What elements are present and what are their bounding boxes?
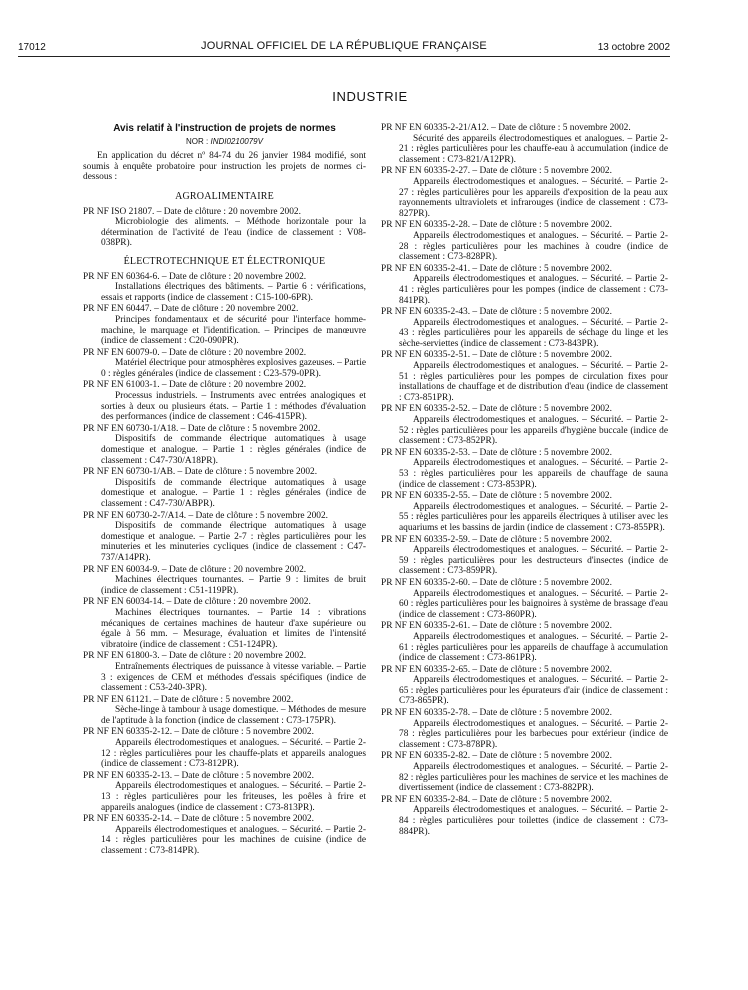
header-rule <box>18 56 670 57</box>
entry-description: Appareils électrodomestiques et analogues. – Sécurité. – Partie 2-60 : règles particulières pour les baignoires à système de brassage d'eau (indice de classement : C73-860PR). <box>399 588 668 620</box>
standard-entry <box>381 535 668 577</box>
standard-entry <box>381 448 668 490</box>
entry-reference: PR NF EN 60335-2-61. – Date de clôture : 5 novembre 2002. <box>381 621 612 632</box>
entry-reference: PR NF EN 60730-2-7/A14. – Date de clôture : 5 novembre 2002. <box>83 510 329 521</box>
section-title: INDUSTRIE <box>332 89 408 104</box>
standard-entry <box>83 695 366 727</box>
entry-description: Appareils électrodomestiques et analogues. – Sécurité. – Partie 2-43 : règles particulières pour les appareils de séchage du linge et les sèche-serviettes (indice de classement : C73-843PR). <box>399 317 668 349</box>
entry-reference: PR NF EN 60034-14. – Date de clôture : 20 novembre 2002. <box>83 597 311 608</box>
entry-description: Processus industriels. – Instruments avec entrées analogiques et sorties à deux ou plusieurs états. – Partie 1 : méthodes d'évaluation des performances (indice de classement : C46-415PR). <box>101 391 366 423</box>
entry-description: Appareils électrodomestiques et analogues. – Sécurité. – Partie 2-61 : règles particulières pour les appareils de chauffage à accumulation (indice de classement : C73-861PR). <box>399 631 668 664</box>
entry-reference: PR NF EN 60335-2-59. – Date de clôture : 5 novembre 2002. <box>381 534 612 545</box>
entry-reference: PR NF EN 60730-1/A18. – Date de clôture : 5 novembre 2002. <box>83 423 321 434</box>
entry-reference: PR NF ISO 21807. – Date de clôture : 20 novembre 2002. <box>83 206 301 217</box>
entry-reference: PR NF EN 60335-2-21/A12. – Date de clôture : 5 novembre 2002. <box>381 123 631 133</box>
entry-description: Appareils électrodomestiques et analogues. – Sécurité. – Partie 2-14 : règles particulières pour les machines de cuisine (indice de classement : C73-814PR). <box>101 824 366 856</box>
standard-entry <box>381 708 668 750</box>
entry-reference: PR NF EN 60335-2-14. – Date de clôture : 5 novembre 2002. <box>83 814 314 825</box>
standard-entry <box>83 771 366 813</box>
standard-entry <box>83 304 366 346</box>
standard-entry <box>381 795 668 837</box>
entry-reference: PR NF EN 60447. – Date de clôture : 20 novembre 2002. <box>83 304 299 315</box>
category-heading-agro: AGROALIMENTAIRE <box>175 190 274 202</box>
entry-description: Appareils électrodomestiques et analogues. – Sécurité. – Partie 2-52 : règles particulières pour les appareils d'hygiène buccale (indice de classement : C73-852PR). <box>399 415 668 447</box>
entry-reference: PR NF EN 60335-2-43. – Date de clôture : 5 novembre 2002. <box>381 307 612 318</box>
standard-entry <box>83 727 366 769</box>
standard-entry <box>83 424 366 466</box>
entry-description: Appareils électrodomestiques et analogues. – Sécurité. – Partie 2-51 : règles particulières pour les pompes de circulation fixes pour installations de chauffage et de distribution d'eau (indice de classement : C73-851PR). <box>399 361 668 403</box>
entry-reference: PR NF EN 60335-2-53. – Date de clôture : 5 novembre 2002. <box>381 447 612 458</box>
category-heading-elec: ÉLECTROTECHNIQUE ET ÉLECTRONIQUE <box>123 255 326 267</box>
standard-entry <box>381 621 668 663</box>
nor-label: NOR : <box>186 136 209 146</box>
page-number: 17012 <box>18 42 46 53</box>
nor-code: INDI0210079V <box>210 136 263 146</box>
entry-description: Appareils électrodomestiques et analogues. – Sécurité. – Partie 2-78 : règles particulières pour les barbecues pour extérieur (indice de classement : C73-878PR). <box>399 718 668 750</box>
entry-reference: PR NF EN 61121. – Date de clôture : 5 novembre 2002. <box>83 694 294 705</box>
entry-description: Appareils électrodomestiques et analogues. – Sécurité. – Partie 2-65 : règles particulières pour les épurateurs d'air (indice de classement : C73-865PR). <box>399 675 668 707</box>
entry-description: Installations électriques des bâtiments. – Partie 6 : vérifications, essais et rapports (indice de classement : C15-100-6PR). <box>101 282 366 303</box>
standard-entry <box>381 665 668 707</box>
entry-description: Appareils électrodomestiques et analogues. – Sécurité. – Partie 2-13 : règles particulières pour les friteuses, les poêles à frire et appareils analogues (indice de classement : C73-813PR). <box>101 781 366 813</box>
entry-description: Appareils électrodomestiques et analogues. – Sécurité. – Partie 2-82 : règles particulières pour les machines de service et les machines de divertissement (indice de classement : C73-882PR). <box>399 762 668 794</box>
entry-reference: PR NF EN 60335-2-28. – Date de clôture : 5 novembre 2002. <box>381 220 612 231</box>
standard-entry <box>83 348 366 380</box>
standard-entry <box>83 380 366 422</box>
notice-intro: En application du décret nº 84-74 du 26 janvier 1984 modifié, sont soumis à enquête probatoire pour instruction les projets de normes ci-dessous : <box>83 151 366 183</box>
entry-reference: PR NF EN 60335-2-51. – Date de clôture : 5 novembre 2002. <box>381 350 612 361</box>
standard-entry <box>381 350 668 403</box>
entry-description: Appareils électrodomestiques et analogues. – Sécurité. – Partie 2-84 : règles particulières pour toilettes (indice de classement : C73-884PR). <box>399 805 668 837</box>
entry-reference: PR NF EN 60364-6. – Date de clôture : 20 novembre 2002. <box>83 271 307 282</box>
entry-description: Appareils électrodomestiques et analogues. – Sécurité. – Partie 2-28 : règles particulières pour les machines à coudre (indice de classement : C73-828PR). <box>399 230 668 263</box>
standard-entry <box>83 272 366 304</box>
entry-reference: PR NF EN 60335-2-13. – Date de clôture : 5 novembre 2002. <box>83 770 314 781</box>
entry-description: Machines électriques tournantes. – Partie 9 : limites de bruit (indice de classement : C51-119PR). <box>101 575 366 596</box>
standard-entry <box>381 751 668 793</box>
entry-reference: PR NF EN 60730-1/AB. – Date de clôture : 5 novembre 2002. <box>83 467 318 478</box>
standard-entry <box>381 123 668 165</box>
entry-description: Appareils électrodomestiques et analogues. – Sécurité. – Partie 2-12 : règles particulières pour les chauffe-plats et appareils analogues (indice de classement : C73-812PR). <box>101 738 366 770</box>
entry-description: Sèche-linge à tambour à usage domestique. – Méthodes de mesure de l'aptitude à la fonction (indice de classement : C73-175PR). <box>101 705 366 726</box>
entry-reference: PR NF EN 60335-2-41. – Date de clôture : 5 novembre 2002. <box>381 263 612 274</box>
standard-entry <box>381 166 668 219</box>
standard-entry <box>381 220 668 262</box>
right-entry-list <box>381 123 668 837</box>
standard-entry <box>83 814 366 856</box>
entry-description: Principes fondamentaux et de sécurité pour l'interface homme-machine, le marquage et l'identification. – Principes de manœuvre (indice de classement : C20-090PR). <box>101 314 366 347</box>
entry-reference: PR NF EN 60335-2-52. – Date de clôture : 5 novembre 2002. <box>381 404 612 415</box>
running-header <box>18 40 670 56</box>
entry-description: Appareils électrodomestiques et analogues. – Sécurité. – Partie 2-53 : règles particulières pour les appareils de chauffage de sauna (indice de classement : C73-853PR). <box>399 458 668 490</box>
entry-reference: PR NF EN 60335-2-82. – Date de clôture : 5 novembre 2002. <box>381 751 612 762</box>
standard-entry <box>83 597 366 650</box>
entry-reference: PR NF EN 61800-3. – Date de clôture : 20 novembre 2002. <box>83 651 307 662</box>
standard-entry <box>381 404 668 446</box>
standard-entry <box>83 651 366 693</box>
entry-description: Matériel électrique pour atmosphères explosives gazeuses. – Partie 0 : règles générales (indice de classement : C23-579-0PR). <box>101 358 366 379</box>
standard-entry <box>381 307 668 349</box>
entry-description: Machines électriques tournantes. – Partie 14 : vibrations mécaniques de certaines machines de hauteur d'axe supérieure ou égale à 56 mm. – Mesurage, évaluation et limites de l'intensité vibratoire (indice de classement : C51-124PR). <box>101 607 366 650</box>
standard-entry <box>83 467 366 509</box>
entry-reference: PR NF EN 60335-2-84. – Date de clôture : 5 novembre 2002. <box>381 794 612 805</box>
entry-reference: PR NF EN 60335-2-78. – Date de clôture : 5 novembre 2002. <box>381 708 612 719</box>
entry-description: Dispositifs de commande électrique automatiques à usage domestique et analogue. – Partie 2-7 : règles particulières pour les minuteries et les minuteries cycliques (indice de classement : C47-737/A14PR). <box>101 521 366 563</box>
entry-description: Appareils électrodomestiques et analogues. – Sécurité. – Partie 2-41 : règles particulières pour les pompes (indice de classement : C73-841PR). <box>399 274 668 306</box>
standard-entry <box>381 578 668 620</box>
entry-description: Appareils électrodomestiques et analogues. – Sécurité. – Partie 2-55 : règles particulières pour les appareils électriques à utiliser avec les aquariums et les bassins de jardin (indice de classement : C73-855PR). <box>399 501 668 533</box>
standard-entry <box>83 207 366 249</box>
nor-reference <box>83 137 366 148</box>
entry-reference: PR NF EN 60335-2-60. – Date de clôture : 5 novembre 2002. <box>381 577 612 588</box>
elec-entry-list <box>83 272 366 857</box>
entry-reference: PR NF EN 60079-0. – Date de clôture : 20 novembre 2002. <box>83 347 307 358</box>
entry-reference: PR NF EN 61003-1. – Date de clôture : 20 novembre 2002. <box>83 380 307 391</box>
entry-description: Dispositifs de commande électrique automatiques à usage domestique et analogue. – Partie 1 : règles générales (indice de classement : C47-730/ABPR). <box>101 477 366 509</box>
entry-description: Entraînements électriques de puissance à vitesse variable. – Partie 3 : exigences de CEM et méthodes d'essais spécifiques (indice de classement : C53-240-3PR). <box>101 661 366 694</box>
entry-description: Sécurité des appareils électrodomestiques et analogues. – Partie 2-21 : règles particulières pour les chauffe-eau à accumulation (indice de classement : C73-821/A12PR). <box>399 133 668 165</box>
issue-date: 13 octobre 2002 <box>597 42 670 53</box>
entry-reference: PR NF EN 60335-2-65. – Date de clôture : 5 novembre 2002. <box>381 664 612 675</box>
standard-entry <box>83 511 366 564</box>
notice-title: Avis relatif à l'instruction de projets de normes <box>113 123 336 134</box>
entry-description: Dispositifs de commande électrique automatiques à usage domestique et analogue. – Partie 1 : règles générales (indice de classement : C47-730/A18PR). <box>101 434 366 466</box>
right-column <box>381 123 668 838</box>
entry-reference: PR NF EN 60335-2-55. – Date de clôture : 5 novembre 2002. <box>381 491 612 502</box>
entry-description: Microbiologie des aliments. – Méthode horizontale pour la détermination de l'activité de l'eau (indice de classement : V08-038PR). <box>101 217 366 249</box>
standard-entry <box>381 264 668 306</box>
standard-entry <box>83 565 366 597</box>
entry-reference: PR NF EN 60335-2-12. – Date de clôture : 5 novembre 2002. <box>83 727 314 738</box>
entry-reference: PR NF EN 60034-9. – Date de clôture : 20 novembre 2002. <box>83 564 307 575</box>
standard-entry <box>381 491 668 533</box>
entry-reference: PR NF EN 60335-2-27. – Date de clôture : 5 novembre 2002. <box>381 166 612 177</box>
entry-description: Appareils électrodomestiques et analogues. – Sécurité. – Partie 2-59 : règles particulières pour les destructeurs d'insectes (indice de classement : C73-859PR). <box>399 545 668 577</box>
agro-entry-list <box>83 207 366 249</box>
entry-description: Appareils électrodomestiques et analogues. – Sécurité. – Partie 2-27 : règles particulières pour les appareils d'exposition de la peau aux rayonnements ultraviolets et infrarouges (indice de classement : C73-827PR). <box>399 176 668 219</box>
journal-title: JOURNAL OFFICIEL DE LA RÉPUBLIQUE FRANÇAISE <box>201 40 487 52</box>
left-column <box>83 123 366 858</box>
